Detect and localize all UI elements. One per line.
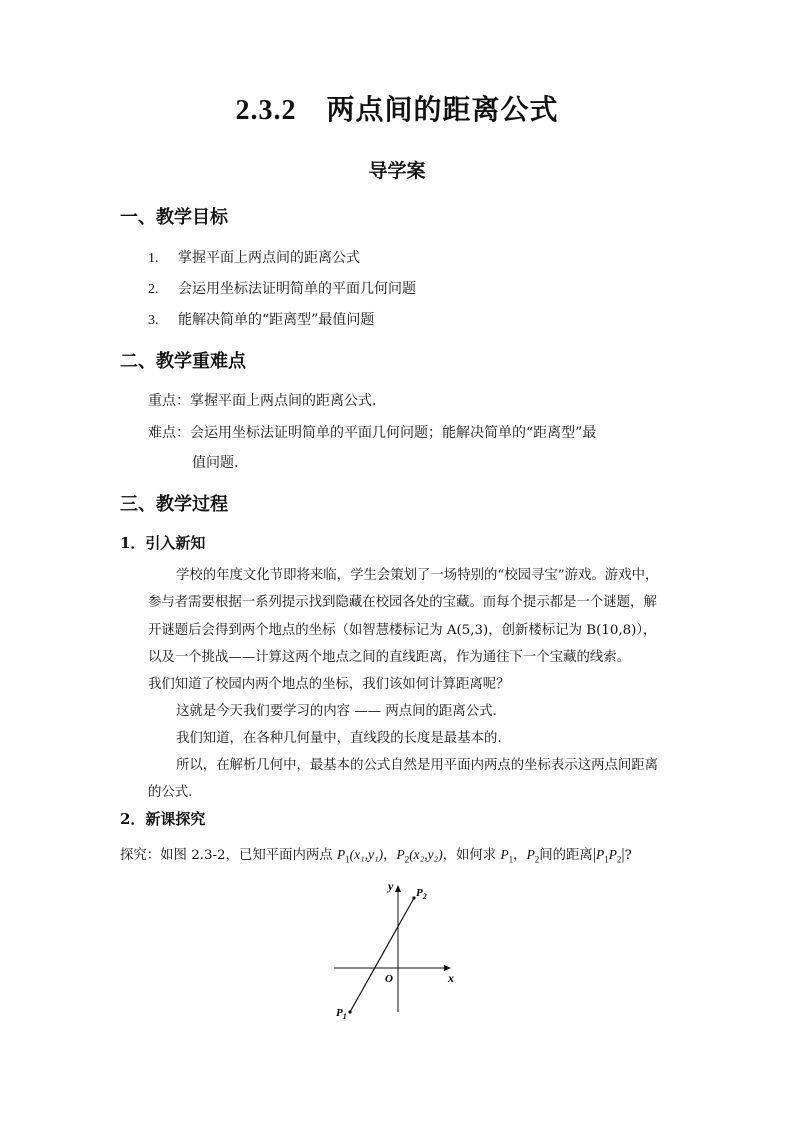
p1-label: $P_1$ [336, 1007, 347, 1021]
heading-new-lesson: 2．新课探究 [120, 810, 206, 828]
paragraph-line: 这就是今天我们要学习的内容 —— 两点间的距离公式. [176, 704, 497, 719]
paragraph-line: 以及一个挑战——计算这两个地点之间的直线距离，作为通往下一个宝藏的线索。 [148, 650, 631, 665]
point-p1 [348, 1010, 351, 1013]
paragraph-line: 我们知道了校园内两个地点的坐标，我们该如何计算距离呢？ [148, 677, 510, 692]
origin-label: O [385, 973, 393, 985]
paragraph-line: 的公式. [148, 785, 193, 800]
coordinate-figure [320, 872, 470, 1027]
heading-key-points: 二、教学重难点 [120, 351, 246, 372]
paragraph-line: 参与者需要根据一系列提示找到隐藏在校园各处的宝藏。而每个提示都是一个谜题，解 [148, 595, 657, 610]
heading-introduce: 1．引入新知 [120, 534, 206, 552]
segment-p1p2 [350, 898, 414, 1012]
goal-item: 1. 掌握平面上两点间的距离公式 [148, 250, 360, 266]
section-number: 2.3.2 [235, 95, 297, 126]
page-title [0, 88, 794, 128]
key-point-text: 重点：掌握平面上两点间的距离公式． [148, 393, 386, 409]
paragraph-line: 我们知道，在各种几何量中，直线段的长度是最基本的. [176, 731, 502, 746]
page-subtitle: 导学案 [368, 160, 426, 182]
difficult-point-text: 难点：会运用坐标法证明简单的平面几何问题；能解决简单的“距离型”最 [148, 425, 597, 441]
goal-item: 2. 会运用坐标法证明简单的平面几何问题 [148, 281, 416, 297]
paragraph-line: 所以，在解析几何中，最基本的公式自然是用平面内两点的坐标表示这两点间距离 [176, 758, 659, 773]
goal-item: 3. 能解决简单的“距离型”最值问题 [148, 312, 375, 328]
paragraph-line: 开谜题后会得到两个地点的坐标（如智慧楼标记为 A(5,3)，创新楼标记为 B(10,8)）， [148, 623, 657, 638]
p2-label: $P_2$ [416, 887, 427, 901]
y-axis-label: y [388, 879, 394, 893]
title-text: 两点间的距离公式 [326, 93, 559, 126]
x-axis-label: x [448, 971, 454, 985]
paragraph-line: 学校的年度文化节即将来临，学生会策划了一场特别的“校园寻宝”游戏。游戏中， [176, 568, 659, 583]
explore-question: 探究：如图 2.3-2，已知平面内两点 $P_1(x_1,y_1)$，$P_2(x_2,y_2)$，如何求 $P_1$，$P_2$间的距离$|P_1P_2|$? [120, 846, 632, 865]
difficult-point-text-cont: 值问题. [192, 455, 239, 471]
heading-teaching-goals: 一、教学目标 [120, 207, 228, 228]
heading-teaching-process: 三、教学过程 [120, 494, 228, 515]
